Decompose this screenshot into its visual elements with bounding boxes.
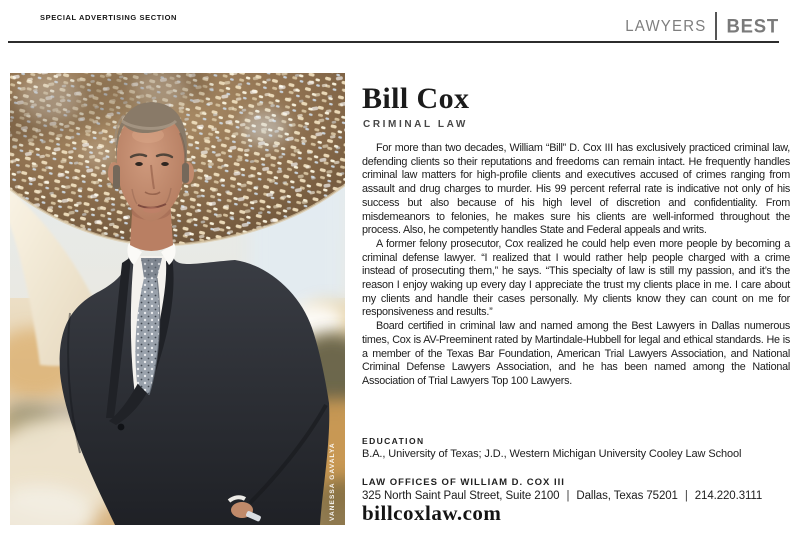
address-separator-2: |: [684, 489, 688, 502]
education-heading: EDUCATION: [362, 436, 425, 446]
attorney-name-title: Bill Cox: [362, 82, 470, 115]
education-detail: B.A., University of Texas; J.D., Western Michigan University Cooley Law School: [362, 448, 742, 460]
address-separator-1: |: [566, 489, 570, 502]
profile-body: [362, 142, 790, 389]
brand-lawyers-label: LAWYERS: [625, 17, 707, 35]
suit-jacket: [60, 256, 330, 525]
section-label: SPECIAL ADVERTISING SECTION: [40, 13, 178, 22]
paragraph-3: Board certified in criminal law and named among the Best Lawyers in Dallas numerous times, Cox is AV-Preeminent rated by Martindale-Hubbell for legal and ethical standards. He is a member of the Texas Bar Foundation, American Trial Lawyers Association, and National Criminal Defense Lawyers Association, and he has been named among the National Association of Trial Lawyers Top 100 Lawyers.: [362, 320, 790, 387]
firm-phone: 214.220.3111: [694, 489, 763, 502]
paragraph-2: A former felony prosecutor, Cox realized he could help even more people by becoming a criminal defense lawyer. “I realized that I would rather help people charged with a crime instead of prosecuting them,” he says. “This specialty of law is still my passion, and it’s the reason I enjoy waking up every day I appreciate the trust my clients place in me. I care about my clients and handle their cases personally. My clients know they can count on me for responsiveness and results.”: [362, 237, 790, 319]
paragraph-1: For more than two decades, William “Bill” D. Cox III has exclusively practiced criminal law, defending clients so their reputations and freedoms can remain intact. He frequently handles criminal law matters for high-profile clients and executives accused of crimes ranging from assault and drug charges to murder. His 99 percent referral rate is indicative not only of his success but also because of his high level of discretion and confidentiality. From misdemeanors to felonies, he makes sure his clients are well-informed throughout the process. Also, he competently handles State and Federal appeals and writs.: [362, 142, 790, 237]
firm-address-line: [362, 490, 762, 502]
firm-city-state: Dallas, Texas 75201: [576, 489, 678, 502]
portrait-photo: [10, 73, 345, 525]
lawyers-best-logo: [625, 11, 779, 41]
jacket-button: [118, 424, 125, 431]
firm-street: 325 North Saint Paul Street, Suite 2100: [362, 489, 560, 502]
firm-website: billcoxlaw.com: [362, 501, 502, 525]
header-rule: [8, 41, 779, 43]
portrait-photo-art: [10, 73, 345, 525]
brand-best-label: BEST: [726, 14, 779, 37]
firm-name: LAW OFFICES OF WILLIAM D. COX III: [362, 477, 565, 488]
photo-credit: VANESSA GAVALYA: [329, 442, 336, 521]
practice-area-label: CRIMINAL LAW: [363, 119, 468, 130]
